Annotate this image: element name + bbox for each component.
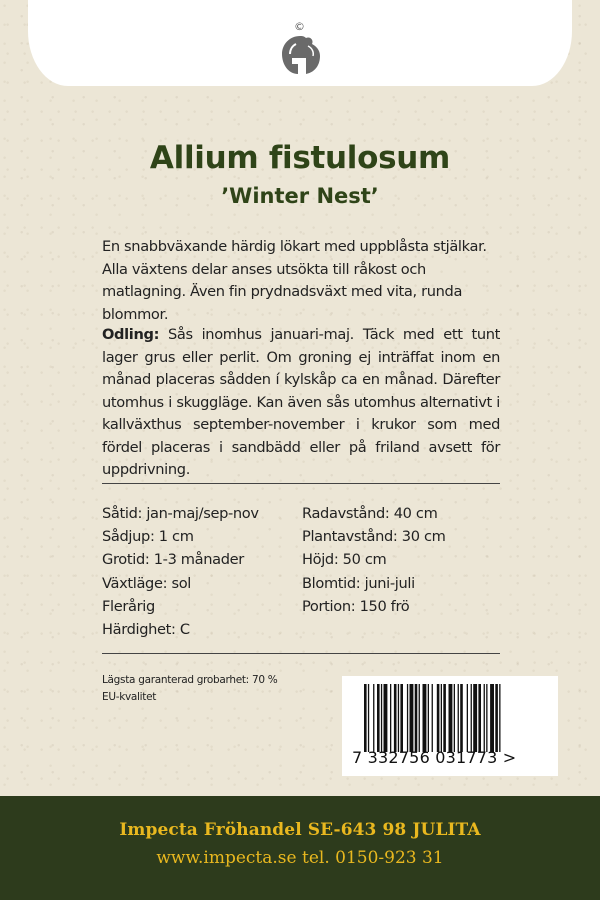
spec-height: Höjd: 50 cm xyxy=(302,551,387,569)
barcode-bar xyxy=(484,684,485,752)
spec-portion: Portion: 150 frö xyxy=(302,597,410,615)
barcode-bar xyxy=(486,684,487,752)
barcode-bar xyxy=(467,684,468,752)
germination-guarantee: Lägsta garanterad grobarhet: 70 % xyxy=(102,674,278,686)
species-title: Allium fistulosum xyxy=(149,140,451,176)
barcode-bar xyxy=(458,684,459,752)
barcode-bar xyxy=(415,684,418,752)
specs-left-column xyxy=(102,502,292,641)
barcode-bar xyxy=(471,684,472,752)
barcode-bar xyxy=(449,684,453,752)
spec-sowing-depth: Sådjup: 1 cm xyxy=(102,528,194,546)
barcode-bar xyxy=(377,684,380,752)
company-address: Impecta Fröhandel SE-643 98 JULITA xyxy=(119,820,481,840)
impecta-leaf-logo-icon xyxy=(276,34,324,78)
barcode-bar xyxy=(437,684,440,752)
divider-top xyxy=(102,483,500,484)
barcode-digits: 7 332756 031773 > xyxy=(352,748,517,767)
barcode-bar xyxy=(432,684,433,752)
divider-bottom xyxy=(102,653,500,654)
barcode-bar xyxy=(473,684,477,752)
description-text: En snabbväxande härdig lökart med uppblåsta stjälkar. Alla växtens delar anses utsökta till råkost och matlagning. Även fin prydnadsväxt med vita, runda blommor. xyxy=(102,238,487,323)
barcode-bar xyxy=(460,684,463,752)
spec-perennial: Flerårig xyxy=(102,597,155,615)
cultivation-label: Odling: xyxy=(102,326,160,343)
spec-sowing-time: Såtid: jan-maj/sep-nov xyxy=(102,505,259,522)
barcode-bar xyxy=(428,684,429,752)
barcode-bar xyxy=(419,684,420,752)
barcode-bar xyxy=(495,684,498,752)
barcode-bar xyxy=(443,684,446,752)
barcode-bar xyxy=(398,684,399,752)
brand-logo xyxy=(276,20,324,78)
spec-hardiness: Härdighet: C xyxy=(102,621,190,639)
barcode-bar xyxy=(373,684,374,752)
barcode xyxy=(342,676,558,776)
footer-band xyxy=(0,796,600,900)
specs-right-column xyxy=(302,502,502,618)
barcode-bars xyxy=(364,684,544,752)
barcode-bar xyxy=(390,684,391,752)
barcode-bar xyxy=(407,684,408,752)
spec-location: Växtläge: sol xyxy=(102,574,191,592)
barcode-bar xyxy=(499,684,500,752)
fine-print xyxy=(102,672,277,706)
spec-germination-time: Grotid: 1-3 månader xyxy=(102,551,244,569)
barcode-bar xyxy=(364,684,367,752)
company-contact: www.impecta.se tel. 0150-923 31 xyxy=(156,848,444,868)
barcode-bar xyxy=(381,684,382,752)
spec-bloom-time: Blomtid: juni-juli xyxy=(302,574,415,592)
barcode-bar xyxy=(410,684,414,752)
barcode-bar xyxy=(368,684,369,752)
barcode-bar xyxy=(478,684,481,752)
barcode-bar xyxy=(400,684,403,752)
barcode-bar xyxy=(423,684,427,752)
spec-plant-spacing: Plantavstånd: 30 cm xyxy=(302,528,446,546)
variety-subtitle: ’Winter Nest’ xyxy=(221,184,379,208)
barcode-bar xyxy=(384,684,388,752)
spec-row-spacing: Radavstånd: 40 cm xyxy=(302,505,438,522)
eu-quality: EU-kvalitet xyxy=(102,691,157,703)
barcode-bar xyxy=(490,684,494,752)
barcode-bar xyxy=(454,684,455,752)
barcode-bar xyxy=(441,684,442,752)
cultivation-paragraph xyxy=(102,324,500,482)
barcode-bar xyxy=(394,684,397,752)
copyright-mark: © xyxy=(294,20,305,33)
cultivation-text: Sås inomhus januari-maj. Täck med ett tunt lager grus eller perlit. Om groning ej inträffat inom en månad placeras sådden í kylskåp ca en månad. Därefter utomhus i skuggläge. Kan även sås utomhus alternativt i kallväxthus september-november i krukor som med fördel placeras i sandbädd eller på friland avsett för uppdrivning. xyxy=(102,326,500,478)
